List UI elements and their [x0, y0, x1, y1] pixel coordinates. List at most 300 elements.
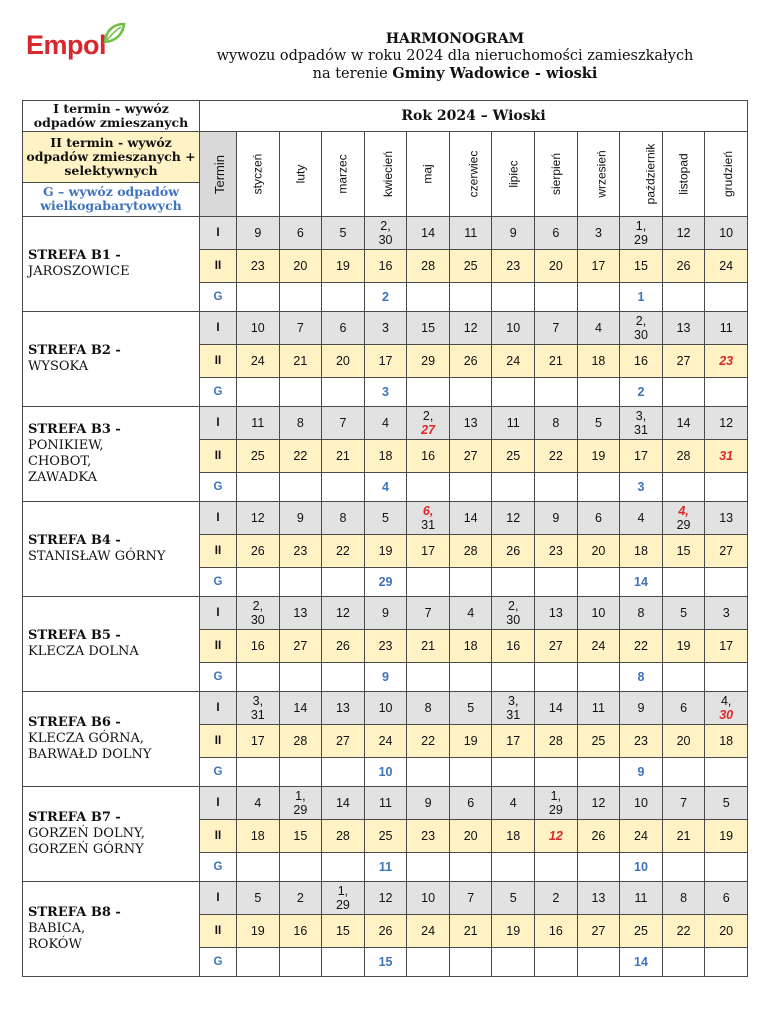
date-value: 12: [378, 891, 393, 905]
date-cell: [620, 853, 663, 882]
date-cell: [364, 787, 407, 820]
date-value: 31: [506, 708, 521, 722]
date-cell: [705, 630, 748, 663]
date-cell: [662, 502, 705, 535]
date-value: 15: [335, 924, 350, 938]
date-value: 12: [506, 511, 521, 525]
date-value: 30: [506, 613, 521, 627]
date-value: 5: [722, 796, 730, 810]
month-label: wrzesień: [594, 150, 609, 198]
date-cell: [237, 345, 280, 378]
date-value: 9: [509, 226, 517, 240]
date-cell: [279, 597, 322, 630]
date-cell: [449, 663, 492, 692]
legend-term-1: I termin - wywóz odpadów zmieszanych: [23, 101, 200, 132]
date-cell: [237, 663, 280, 692]
date-cell: [449, 535, 492, 568]
term-label: G: [200, 473, 237, 502]
date-cell: [449, 758, 492, 787]
date-cell: [535, 378, 578, 407]
date-cell: [237, 853, 280, 882]
term-label: I: [200, 597, 237, 630]
date-value: 20: [676, 734, 691, 748]
date-cell: [322, 217, 365, 250]
date-value: 9: [296, 511, 304, 525]
date-cell: [279, 345, 322, 378]
date-value: 2: [382, 290, 389, 304]
date-value: 18: [591, 354, 606, 368]
date-cell: [279, 407, 322, 440]
date-cell: [535, 787, 578, 820]
date-value: 31: [421, 518, 436, 532]
date-value: 3: [722, 606, 730, 620]
date-cell: [449, 948, 492, 977]
date-cell: [705, 502, 748, 535]
date-cell: [577, 692, 620, 725]
schedule-body: [23, 101, 748, 977]
date-cell: [492, 217, 535, 250]
date-value: 1: [637, 290, 645, 304]
date-value: 19: [463, 734, 478, 748]
date-cell: [577, 882, 620, 915]
month-header: [407, 132, 450, 217]
date-cell: [492, 948, 535, 977]
changed-date: 30: [719, 708, 734, 722]
schedule-row-I: [23, 407, 748, 440]
date-cell: [577, 502, 620, 535]
date-value: 6: [722, 891, 730, 905]
date-cell: [535, 820, 578, 853]
date-cell: [407, 535, 450, 568]
date-cell: [237, 882, 280, 915]
date-value: 17: [250, 734, 265, 748]
date-value: 17: [506, 734, 521, 748]
date-cell: [279, 787, 322, 820]
date-value: 8: [424, 701, 432, 715]
date-cell: [407, 758, 450, 787]
date-cell: [407, 283, 450, 312]
date-value: 3,: [635, 409, 647, 423]
date-cell: [237, 407, 280, 440]
month-header: [449, 132, 492, 217]
date-cell: [322, 535, 365, 568]
date-cell: [364, 725, 407, 758]
date-value: 17: [591, 259, 606, 273]
date-value: 16: [548, 924, 563, 938]
date-value: 16: [378, 259, 393, 273]
date-value: 11: [378, 860, 393, 874]
date-value: 3: [594, 226, 602, 240]
date-cell: [364, 692, 407, 725]
date-cell: [705, 378, 748, 407]
date-value: 16: [634, 354, 648, 368]
date-cell: [279, 378, 322, 407]
date-value: 15: [378, 955, 393, 969]
date-value: 24: [634, 829, 648, 843]
date-cell: [577, 853, 620, 882]
date-cell: [620, 568, 663, 597]
date-cell: [620, 440, 663, 473]
date-cell: [620, 725, 663, 758]
date-cell: [620, 663, 663, 692]
date-cell: [279, 217, 322, 250]
date-cell: [662, 597, 705, 630]
date-value: 4: [382, 480, 389, 494]
date-value: 3,: [508, 694, 519, 708]
date-value: 23: [634, 734, 648, 748]
date-cell: [279, 312, 322, 345]
zone-place: STANISŁAW GÓRNY: [28, 549, 166, 564]
date-value: 19: [335, 259, 350, 273]
date-cell: [577, 283, 620, 312]
zone-place: GORZEŃ DOLNY,: [28, 826, 145, 841]
date-value: 7: [296, 321, 304, 335]
schedule-row-I: [23, 882, 748, 915]
date-cell: [492, 568, 535, 597]
date-cell: [322, 820, 365, 853]
date-cell: [279, 502, 322, 535]
date-cell: [535, 692, 578, 725]
zone-label: [23, 502, 200, 597]
term-label: I: [200, 407, 237, 440]
date-cell: [662, 535, 705, 568]
date-value: 21: [335, 449, 350, 463]
date-cell: [322, 915, 365, 948]
date-value: 27: [548, 639, 563, 653]
date-value: 25: [250, 449, 265, 463]
month-header: [279, 132, 322, 217]
date-cell: [279, 820, 322, 853]
date-cell: [662, 312, 705, 345]
date-cell: [237, 378, 280, 407]
date-cell: [364, 568, 407, 597]
date-cell: [535, 630, 578, 663]
date-cell: [279, 440, 322, 473]
company-logo: [26, 22, 126, 64]
date-cell: [705, 312, 748, 345]
month-label: marzec: [335, 154, 350, 194]
zone-name: STREFA B2 -: [28, 343, 121, 358]
date-cell: [535, 948, 578, 977]
date-value: 4: [382, 416, 389, 430]
zone-place: BABICA,: [28, 921, 86, 936]
date-value: 2: [552, 891, 560, 905]
month-label: styczeń: [250, 153, 265, 195]
month-label: lipiec: [506, 160, 521, 188]
date-cell: [705, 473, 748, 502]
term-label: II: [200, 630, 237, 663]
date-value: 13: [548, 606, 563, 620]
date-cell: [322, 948, 365, 977]
date-cell: [492, 283, 535, 312]
month-header: [237, 132, 280, 217]
date-value: 13: [335, 701, 350, 715]
date-value: 23: [378, 639, 393, 653]
date-value: 8: [296, 416, 304, 430]
date-value: 14: [293, 701, 308, 715]
term-label: II: [200, 440, 237, 473]
date-cell: [449, 597, 492, 630]
date-cell: [492, 915, 535, 948]
date-cell: [535, 312, 578, 345]
date-value: 2,: [508, 599, 519, 613]
date-cell: [407, 250, 450, 283]
date-cell: [322, 283, 365, 312]
date-cell: [577, 597, 620, 630]
date-value: 13: [463, 416, 478, 430]
date-cell: [407, 217, 450, 250]
date-value: 26: [506, 544, 521, 558]
termin-header-label: Termin: [212, 154, 228, 194]
month-header: [620, 132, 663, 217]
date-value: 9: [637, 701, 645, 715]
date-cell: [364, 345, 407, 378]
date-cell: [535, 597, 578, 630]
date-value: 21: [548, 354, 563, 368]
date-value: 10: [591, 606, 606, 620]
date-value: 19: [676, 639, 691, 653]
date-value: 27: [591, 924, 606, 938]
date-cell: [364, 250, 407, 283]
date-cell: [237, 440, 280, 473]
zone-place: JAROSZOWICE: [28, 264, 130, 279]
legend-term-2: II termin - wywóz odpadów zmieszanych + selektywnych: [23, 132, 200, 183]
date-cell: [705, 407, 748, 440]
date-cell: [492, 853, 535, 882]
date-cell: [322, 882, 365, 915]
date-cell: [662, 948, 705, 977]
month-header: [662, 132, 705, 217]
date-value: 22: [293, 449, 308, 463]
date-value: 6: [339, 321, 347, 335]
date-value: 5: [254, 891, 262, 905]
date-value: 24: [250, 354, 265, 368]
date-value: 4: [594, 321, 602, 335]
date-value: 6: [594, 511, 602, 525]
date-value: 29: [378, 575, 393, 589]
date-cell: [577, 345, 620, 378]
date-value: 11: [506, 416, 520, 430]
date-cell: [535, 535, 578, 568]
date-value: 19: [506, 924, 521, 938]
date-cell: [492, 787, 535, 820]
date-value: 26: [463, 354, 478, 368]
date-cell: [662, 787, 705, 820]
date-value: 3: [382, 385, 389, 399]
date-cell: [492, 725, 535, 758]
date-cell: [577, 378, 620, 407]
date-cell: [705, 725, 748, 758]
date-value: 15: [293, 829, 308, 843]
date-cell: [535, 568, 578, 597]
date-value: 9: [254, 226, 262, 240]
date-cell: [449, 787, 492, 820]
date-cell: [577, 250, 620, 283]
date-value: 9: [637, 765, 645, 779]
date-cell: [535, 250, 578, 283]
date-value: 25: [634, 924, 648, 938]
date-value: 28: [293, 734, 308, 748]
date-value: 1,: [550, 789, 562, 803]
date-value: 26: [250, 544, 265, 558]
date-value: 15: [421, 321, 436, 335]
zone-label: [23, 312, 200, 407]
date-cell: [449, 915, 492, 948]
month-label: maj: [421, 164, 436, 184]
date-cell: [620, 820, 663, 853]
termin-header: [200, 132, 237, 217]
date-value: 10: [634, 860, 648, 874]
date-cell: [705, 568, 748, 597]
date-cell: [364, 948, 407, 977]
date-value: 4: [254, 796, 262, 810]
date-cell: [492, 502, 535, 535]
date-cell: [662, 283, 705, 312]
date-cell: [322, 345, 365, 378]
date-value: 5: [339, 226, 347, 240]
date-value: 16: [506, 639, 521, 653]
changed-date: 4,: [678, 504, 689, 518]
date-cell: [237, 758, 280, 787]
date-cell: [407, 568, 450, 597]
date-cell: [237, 915, 280, 948]
date-value: 19: [378, 544, 393, 558]
date-value: 12: [591, 796, 606, 810]
date-cell: [407, 853, 450, 882]
date-cell: [620, 345, 663, 378]
date-value: 28: [335, 829, 350, 843]
date-cell: [407, 915, 450, 948]
date-cell: [449, 630, 492, 663]
date-value: 5: [594, 416, 602, 430]
zone-place: CHOBOT,: [28, 454, 92, 469]
schedule-row-I: [23, 217, 748, 250]
date-cell: [535, 915, 578, 948]
date-value: 1,: [635, 219, 647, 233]
date-cell: [407, 473, 450, 502]
date-value: 12: [335, 606, 350, 620]
date-cell: [407, 378, 450, 407]
date-cell: [662, 440, 705, 473]
date-value: 24: [719, 259, 734, 273]
date-cell: [322, 787, 365, 820]
date-value: 13: [293, 606, 308, 620]
zone-place: KLECZA DOLNA: [28, 644, 139, 659]
date-value: 17: [421, 544, 436, 558]
date-cell: [407, 440, 450, 473]
month-label: sierpień: [549, 152, 564, 196]
date-value: 26: [378, 924, 393, 938]
date-cell: [279, 882, 322, 915]
date-cell: [364, 882, 407, 915]
date-value: 10: [250, 321, 265, 335]
date-cell: [620, 217, 663, 250]
zone-label: [23, 597, 200, 692]
date-value: 19: [250, 924, 265, 938]
term-label: I: [200, 787, 237, 820]
date-cell: [407, 787, 450, 820]
date-value: 24: [506, 354, 521, 368]
date-cell: [620, 948, 663, 977]
term-label: I: [200, 502, 237, 535]
date-value: 8: [680, 891, 688, 905]
date-cell: [449, 568, 492, 597]
date-value: 8: [637, 606, 645, 620]
date-value: 20: [463, 829, 478, 843]
date-value: 21: [463, 924, 478, 938]
date-cell: [449, 378, 492, 407]
date-value: 27: [335, 734, 350, 748]
date-cell: [322, 853, 365, 882]
date-value: 3,: [252, 694, 263, 708]
date-cell: [577, 663, 620, 692]
zone-label: [23, 692, 200, 787]
date-cell: [407, 882, 450, 915]
changed-date: 27: [421, 423, 436, 437]
date-value: 12: [676, 226, 691, 240]
date-cell: [322, 663, 365, 692]
date-cell: [705, 787, 748, 820]
date-cell: [577, 725, 620, 758]
zone-label: [23, 407, 200, 502]
date-cell: [449, 882, 492, 915]
date-cell: [535, 758, 578, 787]
month-header: [492, 132, 535, 217]
zone-name: STREFA B8 -: [28, 905, 121, 920]
date-cell: [705, 853, 748, 882]
date-value: 10: [719, 226, 734, 240]
date-cell: [620, 312, 663, 345]
date-value: 23: [548, 544, 563, 558]
month-label: grudzień: [721, 150, 736, 198]
term-label: G: [200, 663, 237, 692]
date-cell: [407, 663, 450, 692]
date-value: 16: [421, 449, 436, 463]
date-cell: [577, 440, 620, 473]
date-value: 27: [463, 449, 478, 463]
date-value: 9: [424, 796, 432, 810]
date-value: 20: [335, 354, 350, 368]
date-cell: [407, 407, 450, 440]
date-cell: [237, 312, 280, 345]
date-cell: [364, 915, 407, 948]
date-value: 7: [552, 321, 560, 335]
zone-place: ZAWADKA: [28, 470, 97, 485]
date-cell: [237, 473, 280, 502]
date-cell: [322, 440, 365, 473]
date-cell: [577, 820, 620, 853]
date-cell: [322, 407, 365, 440]
date-cell: [535, 473, 578, 502]
date-cell: [364, 283, 407, 312]
date-cell: [449, 853, 492, 882]
date-value: 15: [676, 544, 691, 558]
date-cell: [279, 283, 322, 312]
date-cell: [705, 345, 748, 378]
date-cell: [492, 630, 535, 663]
document-subtitle: wywozu odpadów w roku 2024 dla nieruchomości zamieszkałych: [216, 48, 694, 64]
date-cell: [620, 250, 663, 283]
legend-term-g: G – wywóz odpadów wielkogabarytowych: [23, 182, 200, 216]
date-value: 30: [250, 613, 265, 627]
date-cell: [364, 217, 407, 250]
date-cell: [662, 915, 705, 948]
date-cell: [407, 725, 450, 758]
date-cell: [279, 853, 322, 882]
term-label: II: [200, 725, 237, 758]
date-cell: [492, 820, 535, 853]
date-value: 14: [548, 701, 563, 715]
